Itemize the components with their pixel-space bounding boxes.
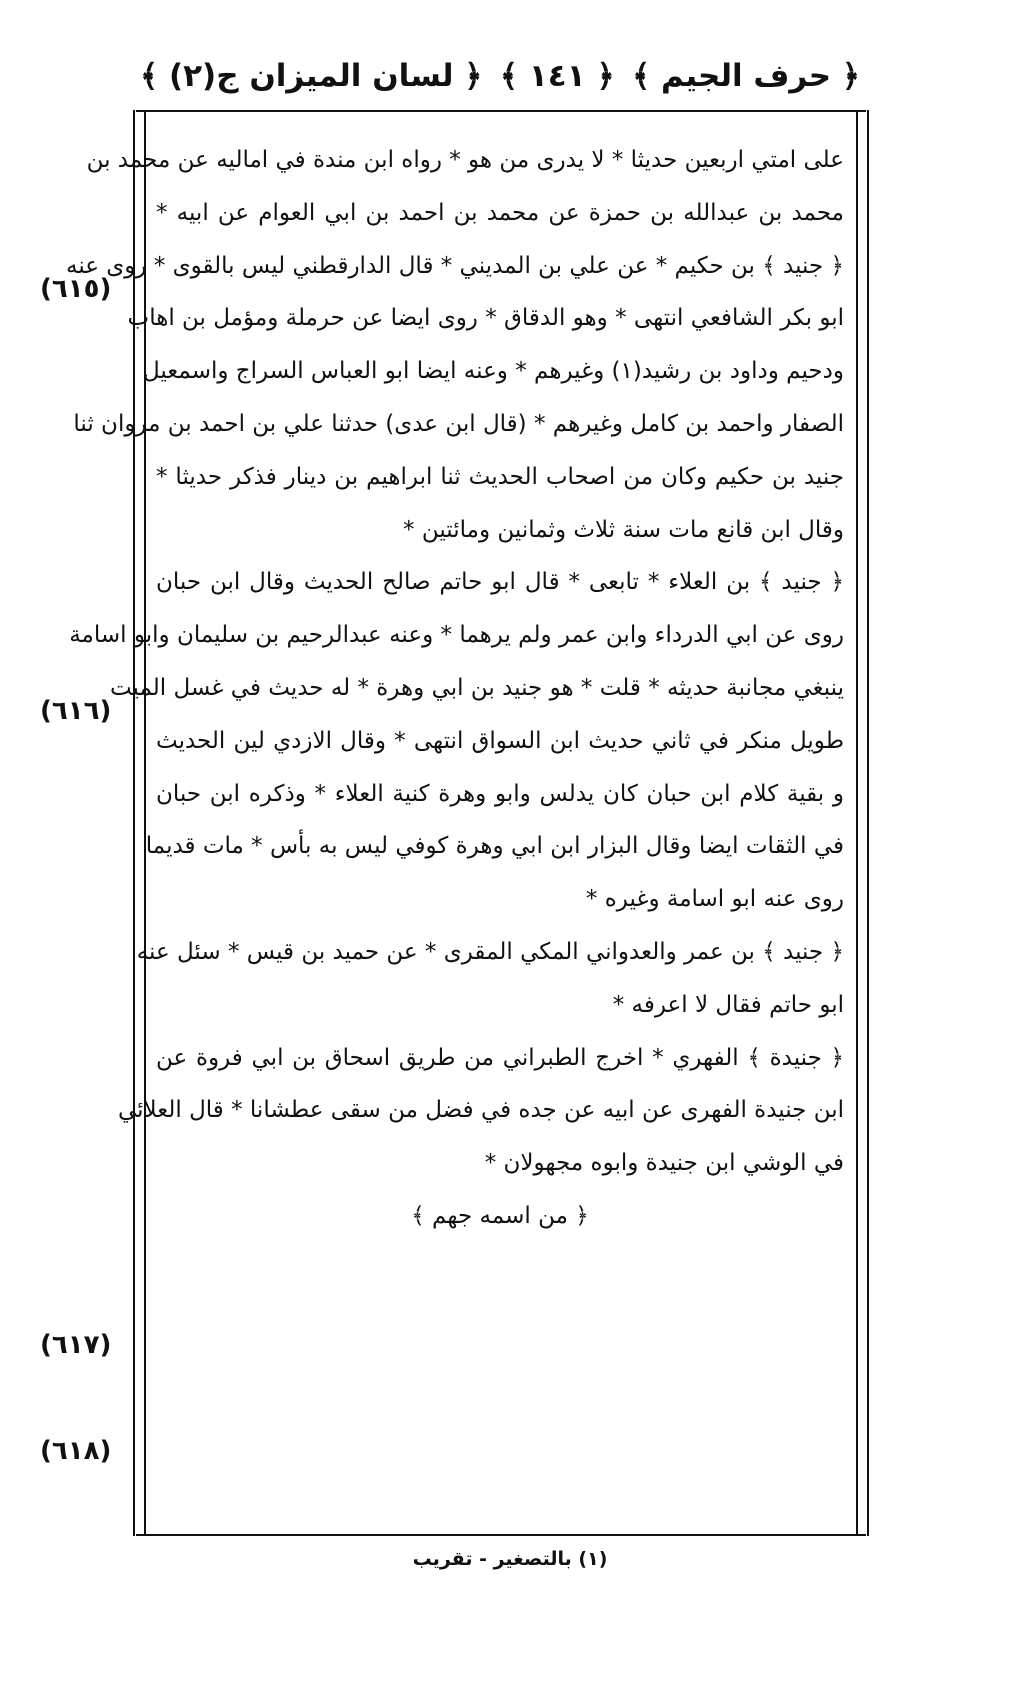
text-line: طويل منكر في ثاني حديث ابن السواق انتهى * وقال الازدي لين الحديث [156, 727, 844, 754]
footnote: (١) بالتصغير - تقريب [412, 1548, 608, 1570]
text-line: جنيد بن حكيم وكان من اصحاب الحديث ثنا ابراهيم بن دينار فذكر حديثا * [156, 463, 844, 490]
text-line: في الثقات ايضا وقال البزار ابن ابي وهرة كوفي ليس به بأس * مات قديما [145, 833, 844, 860]
text-line: ابو بكر الشافعي انتهى * وهو الدقاق * روى ايضا عن حرملة ومؤمل بن اهاب [127, 305, 844, 332]
text-line: ابو حاتم فقال لا اعرفه * [612, 991, 844, 1018]
text-line: ﴿ جنيدة ﴾ الفهري * اخرج الطبراني من طريق اسحاق بن ابي فروة عن [156, 1044, 844, 1071]
text-line: ﴿ جنيد ﴾ بن العلاء * تابعى * قال ابو حاتم صالح الحديث وقال ابن حبان [156, 569, 844, 596]
text-line: في الوشي ابن جنيدة وابوه مجهولان * [484, 1150, 844, 1177]
text-line: ﴿ جنيد ﴾ بن حكيم * عن علي بن المديني * قال الدارقطني ليس بالقوى * روى عنه [66, 252, 844, 279]
entry-number: (٦١٦) [40, 696, 112, 726]
entry-number: (٦١٧) [40, 1330, 112, 1360]
page-header [140, 48, 860, 104]
text-line: روى عنه ابو اسامة وغيره * [585, 886, 844, 913]
text-line: ابن جنيدة الفهرى عن ابيه عن جده في فضل من سقى عطشانا * قال العلائي [117, 1097, 844, 1124]
text-line: ينبغي مجانبة حديثه * قلت * هو جنيد بن ابي وهرة * له حديث في غسل الميت [109, 674, 844, 701]
text-line: على امتي اربعين حديثا * لا يدرى من هو * رواه ابن مندة في اماليه عن محمد بن [86, 147, 844, 173]
section-heading: ﴿ من اسمه جهم ﴾ [411, 1202, 589, 1229]
header-page-number: ﴿ ١٤١ ﴾ [499, 58, 615, 94]
text-line: وقال ابن قانع مات سنة ثلاث وثمانين ومائتين * [403, 516, 844, 543]
header-book-title: ﴿ لسان الميزان ج(٢) ﴾ [140, 58, 483, 94]
text-line: الصفار واحمد بن كامل وغيرهم * (قال ابن عدى) حدثنا علي بن احمد بن مروان ثنا [73, 410, 844, 437]
text-line: و بقية كلام ابن حبان كان يدلس وابو وهرة كنية العلاء * وذكره ابن حبان [156, 780, 844, 807]
header-chapter: ﴿ حرف الجيم ﴾ [632, 58, 860, 94]
text-line: ودحيم وداود بن رشيد(١) وغيرهم * وعنه ايضا ابو العباس السراج واسمعيل [142, 358, 844, 385]
text-line: محمد بن عبدالله بن حمزة عن محمد بن احمد بن ابي العوام عن ابيه * [156, 199, 844, 226]
text-line: ﴿ جنيد ﴾ بن عمر والعدواني المكي المقرى * عن حميد بن قيس * سئل عنه [136, 938, 844, 965]
entry-number: (٦١٥) [40, 274, 112, 304]
text-line: روى عن ابي الدرداء وابن عمر ولم يرهما * وعنه عبدالرحيم بن سليمان وابو اسامة [69, 622, 844, 649]
entry-number: (٦١٨) [40, 1436, 112, 1466]
